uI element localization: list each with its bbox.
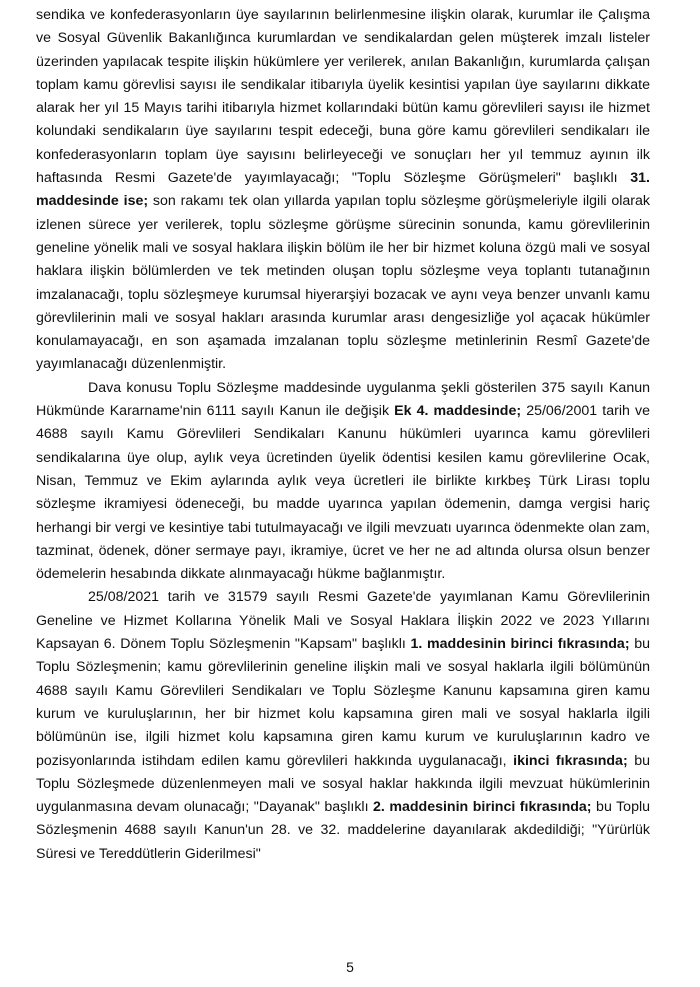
paragraph-2-bold-ek-4: Ek 4. maddesinde; [394, 403, 522, 420]
document-body [36, 4, 650, 866]
paragraph-3-text-part-4: bu Toplu Sözleşmenin 4688 sayılı Kanun'un 28. ve 32. maddelerine dayanılarak akdedildiği; "Yürürlük Süresi ve Tereddütlerin Giderilmesi" [36, 799, 650, 862]
paragraph-1 [36, 4, 650, 377]
paragraph-3-text-part-2: bu Toplu Sözleşmenin; kamu görevlilerinin geneline ilişkin mali ve sosyal haklarla ilgili bölümünün 4688 sayılı Kamu Görevlileri Sendikaları ve Toplu Sözleşme Kanunu kapsamına giren kamu kurum ve kuruluşlarının, her bir hizmet kolu kapsamına giren mali ve sosyal haklarla ilgili bölümünün ise, ilgili hizmet kolu kapsamına giren kamu kurum ve kuruluşlarının kadro ve pozisyonlarında istihdam edilen kamu görevlileri hakkında uygulanacağı, [36, 636, 650, 769]
paragraph-3-bold-article-2: 2. maddesinin birinci fıkrasında; [373, 799, 592, 816]
paragraph-3 [36, 586, 650, 866]
paragraph-2-text-continued: 25/06/2001 tarih ve 4688 sayılı Kamu Görevlileri Sendikaları Kanunu hükümleri uyarınca kamu görevlileri sendikalarına üye olup, aylık veya ücretinden üyelik ödentisi kesilen kamu görevlilerine Ocak, Nisan, Temmuz ve Ekim aylarında aylık veya ücretleri ile birlikte kırkbeş Türk Lirası toplu sözleşme ikramiyesi ödeneceği, bu madde uyarınca yapılan ödemenin, damga vergisi hariç herhangi bir vergi ve kesintiye tabi tutulmayacağı ve ilgili mevzuatı uyarınca ödenmekte olan zam, tazminat, ödenek, döner sermaye payı, ikramiye, ücret ve her ne ad altında olursa olsun benzer ödemelerin hesabında dikkate alınmayacağı hükme bağlanmıştır. [36, 403, 650, 583]
paragraph-1-text-continued: son rakamı tek olan yıllarda yapılan toplu sözleşme görüşmeleriyle ilgili olarak izlenen sürece yer verilerek, toplu sözleşme görüşme sürecinin sonunda, kamu görevlilerinin geneline yönelik mali ve sosyal haklara ilişkin bölüm ile her bir hizmet koluna özgü mali ve sosyal haklara ilişkin bölümlerden ve tek metinden oluşan toplu sözleşme veya toplantı tutanağının imzalanacağı, toplu sözleşmeye kurumsal hiyerarşiyi bozacak ve aynı veya benzer unvanlı kamu görevlilerinin mali ve sosyal hakları arasında kurumlar arası dengesizliğe yol açacak hükümler konulamayacağı, en son aşamada imzalanan toplu sözleşme metinlerinin Resmî Gazete'de yayımlanacağı düzenlenmiştir. [36, 193, 650, 373]
paragraph-1-bold-article-31: 31. maddesinde ise; [36, 170, 650, 210]
paragraph-2-text: Dava konusu Toplu Sözleşme maddesinde uygulanma şekli gösterilen 375 sayılı Kanun Hükmünde Kararname'nin 6111 sayılı Kanun ile değişik [36, 379, 650, 420]
paragraph-2 [36, 377, 650, 587]
paragraph-3-bold-article-1: 1. maddesinin birinci fıkrasında; [410, 636, 630, 653]
paragraph-3-bold-second-clause: ikinci fıkrasında; [513, 752, 628, 769]
paragraph-3-text: 25/08/2021 tarih ve 31579 sayılı Resmi Gazete'de yayımlanan Kamu Görevlilerinin Geneline ve Hizmet Kollarına Yönelik Mali ve Sosyal Haklara İlişkin 2022 ve 2023 Yıllarını Kapsayan 6. Dönem Toplu Sözleşmenin "Kapsam" başlıklı [36, 589, 650, 653]
paragraph-3-text-part-3: bu Toplu Sözleşmede düzenlenmeyen mali ve sosyal haklar hakkında ilgili mevzuat hükümlerinin uygulanmasına devam olunacağı; "Dayanak" başlıklı [36, 752, 650, 816]
paragraph-1-text: sendika ve konfederasyonların üye sayılarının belirlenmesine ilişkin olarak, kurumlar ile Çalışma ve Sosyal Güvenlik Bakanlığınca kurumlardan ve sendikalardan gelen müşterek imzalı listeler üzerinden yapılacak tespite ilişkin hükümlere yer verilerek, anılan Bakanlığın, kurumlarda çalışan toplam kamu görevlisi sayısı ile sendikalar itibarıyla üyelik kesintisi yapılan üye sayılarını dikkate alarak her yıl 15 Mayıs tarihi itibarıyla hizmet kollarındaki bütün kamu görevlileri sayısı ile hizmet kolundaki sendikaların üye sayılarını tespit edeceği, buna göre kamu görevlileri sendikaları ile konfederasyonların toplam üye sayısını belirleyeceği ve sonuçları her yıl temmuz ayının ilk haftasında Resmi Gazete'de yayımlayacağı; "Toplu Sözleşme Görüşmeleri" başlıklı [36, 7, 650, 187]
page-number: 5 [346, 959, 354, 975]
